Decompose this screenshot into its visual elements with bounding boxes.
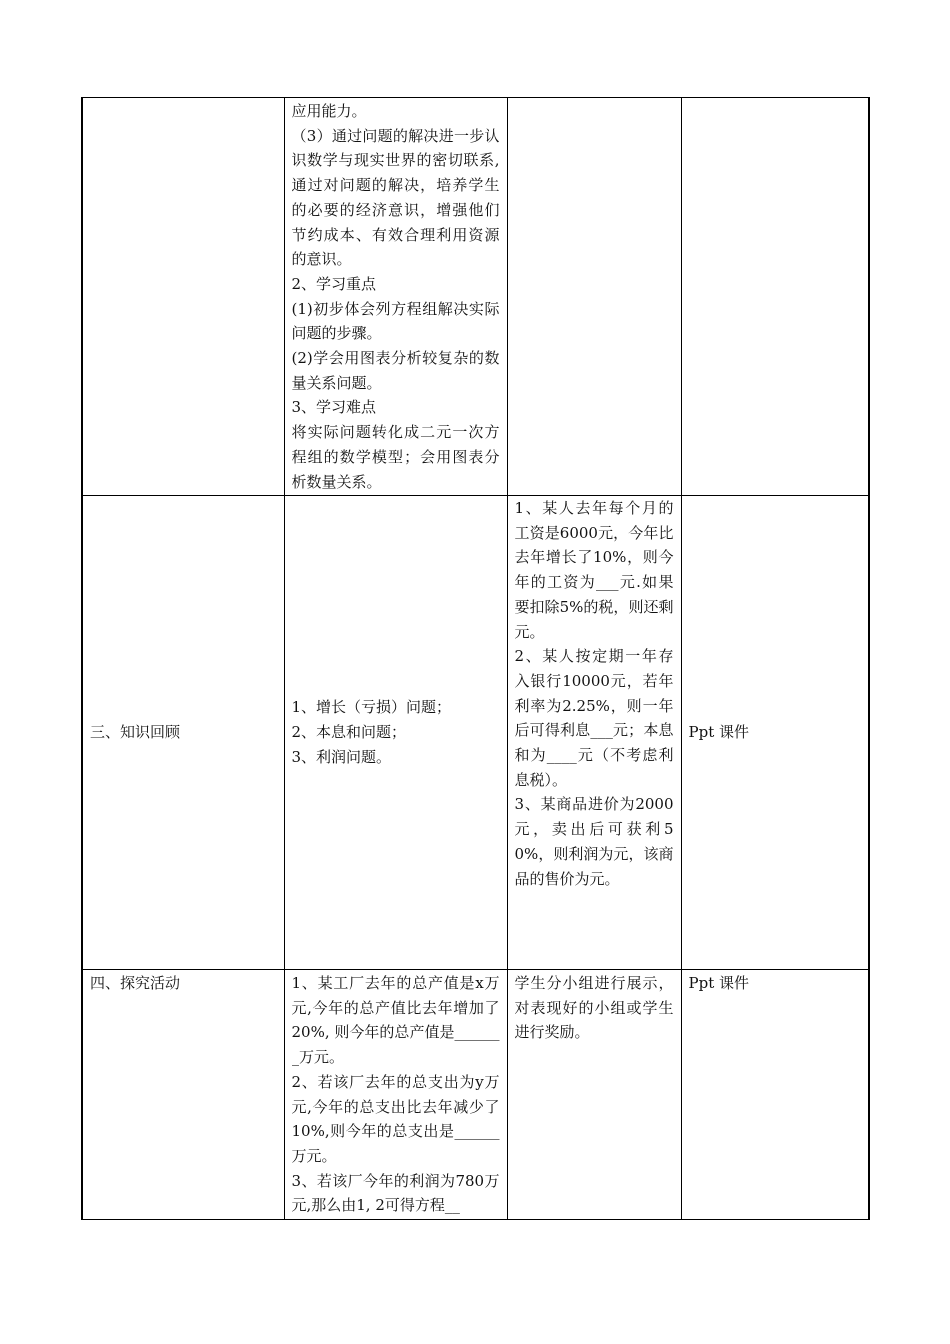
lesson-plan-table — [81, 97, 870, 1220]
objective-line: 3、若该厂今年的利润为780万元,那么由1, 2可得方程__ — [291, 1171, 500, 1215]
stage-cell — [82, 98, 284, 496]
objective-line: 1、某工厂去年的总产值是x万元,今年的总产值比去年增加了20%, 则今年的总产值是_______万元。 — [291, 974, 500, 1067]
objective-line: 2、本息和问题； — [291, 723, 407, 742]
objective-line: 1、增长（亏损）问题； — [291, 698, 452, 717]
resources-cell — [681, 496, 869, 970]
resources-label: Ppt 课件 — [688, 974, 749, 992]
table-row — [82, 98, 869, 496]
objective-line: 应用能力。 — [291, 102, 367, 120]
stage-cell — [82, 970, 284, 1220]
table-row — [82, 970, 869, 1220]
stage-cell — [82, 496, 284, 970]
activities-cell — [507, 98, 681, 496]
activity-line: 1、某人去年每个月的工资是6000元，今年比去年增长了10%，则今年的工资为___元.如果要扣除5%的税，则还剩元。 — [514, 499, 674, 641]
activity-line: 2、某人按定期一年存入银行10000元，若年利率为2.25%，则一年后可得利息___元；本息和为____元（不考虑利息税）。 — [514, 647, 674, 789]
objectives-cell — [284, 98, 507, 496]
resources-label: Ppt 课件 — [688, 723, 749, 742]
objective-line: (2)学会用图表分析较复杂的数量关系问题。 — [291, 349, 500, 392]
activities-cell — [507, 970, 681, 1220]
objective-line: 3、利润问题。 — [291, 747, 392, 766]
objective-line: 将实际问题转化成二元一次方程组的数学模型；会用图表分析数量关系。 — [291, 423, 500, 491]
objectives-cell — [284, 496, 507, 970]
stage-label: 四、探究活动 — [90, 974, 181, 992]
objectives-cell — [284, 970, 507, 1220]
objective-line: 3、学习难点 — [291, 398, 377, 417]
objective-line: （3）通过问题的解决进一步认识数学与现实世界的密切联系,通过对问题的解决，培养学生的必要的经济意识，增强他们节约成本、有效合理利用资源的意识。 — [291, 126, 500, 269]
objective-line: 2、若该厂去年的总支出为y万元,今年的总支出比去年减少了10%,则今年的总支出是______万元。 — [291, 1072, 500, 1165]
table-row — [82, 496, 869, 970]
stage-label: 三、知识回顾 — [90, 723, 181, 742]
objective-line: 2、学习重点 — [291, 274, 377, 293]
objective-line: (1)初步体会列方程组解决实际问题的步骤。 — [291, 299, 500, 343]
activity-line: 3、某商品进价为2000元，卖出后可获利50%，则利润为元，该商品的售价为元。 — [514, 795, 674, 888]
activities-cell — [507, 496, 681, 970]
resources-cell — [681, 98, 869, 496]
activity-line: 学生分小组进行展示，对表现好的小组或学生进行奖励。 — [514, 974, 674, 1042]
resources-cell — [681, 970, 869, 1220]
